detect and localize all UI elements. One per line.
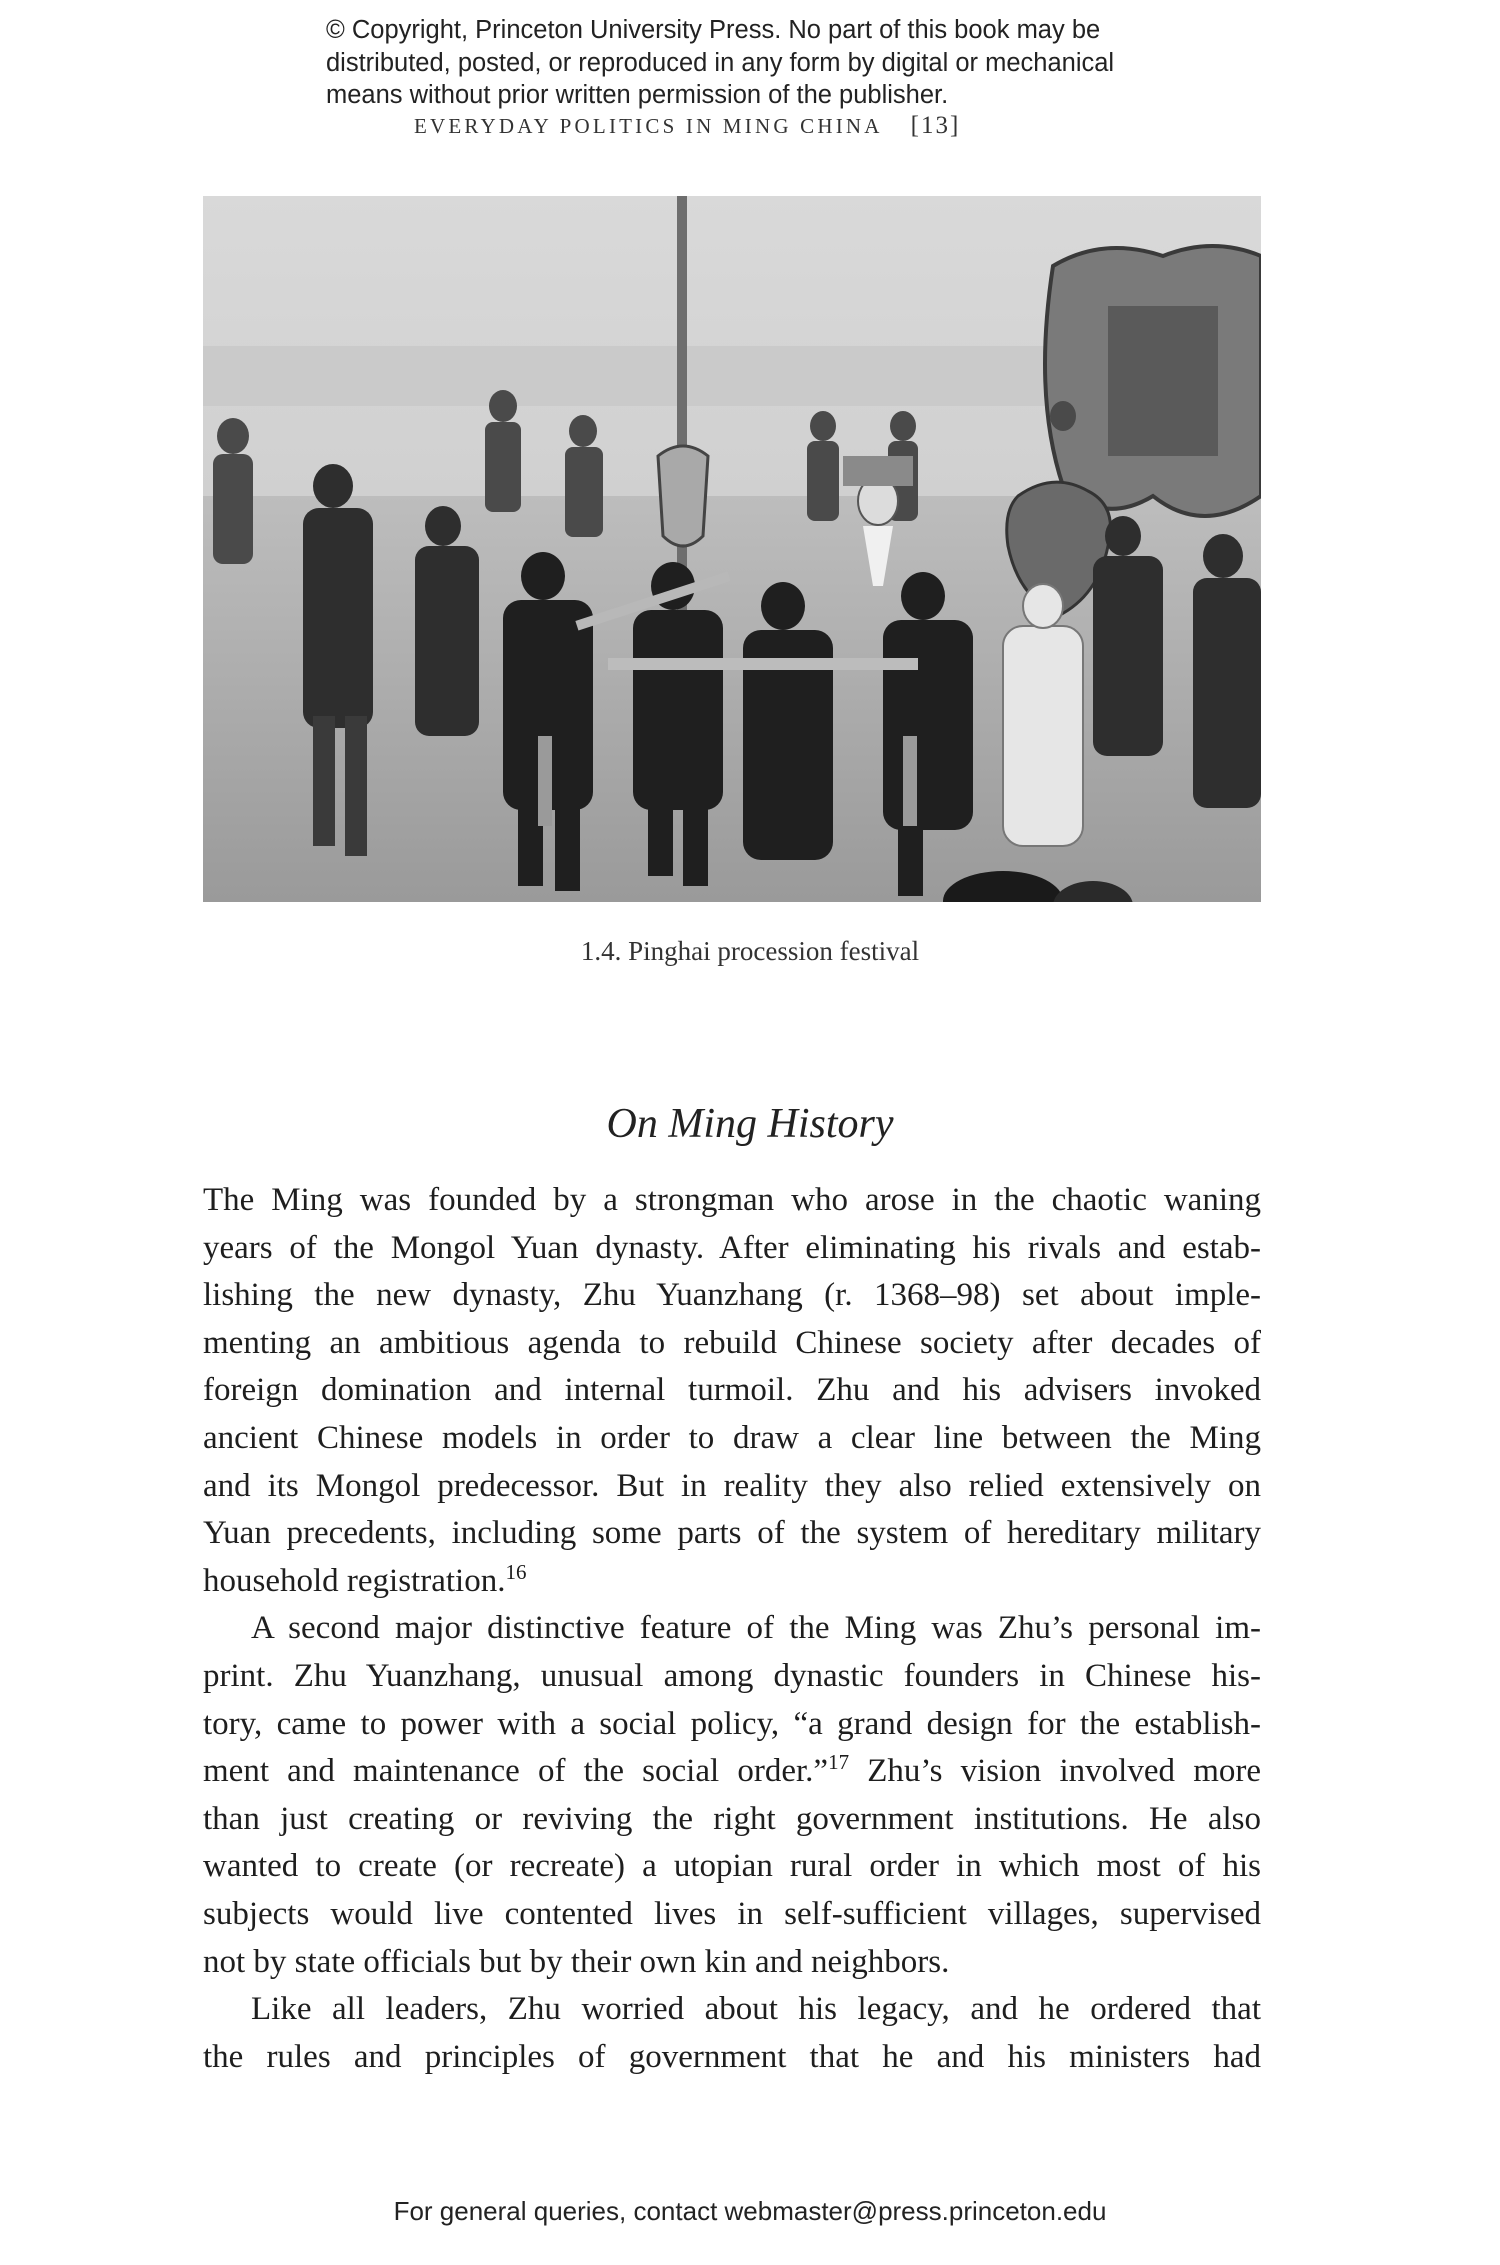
copyright-line: © Copyright, Princeton University Press. No part of this book may be	[326, 16, 1101, 44]
text-line: and its Mongol predecessor. But in reality they also relied extensively on	[203, 1467, 1261, 1504]
text-line: foreign domination and internal turmoil. Zhu and his advisers invoked	[203, 1372, 1261, 1409]
text-line	[203, 1748, 1261, 1796]
line-text: Zhu’s vision involved more	[849, 1753, 1261, 1790]
running-head-title: EVERYDAY POLITICS IN MING CHINA	[414, 114, 883, 138]
page-number: [13]	[910, 112, 961, 139]
text-line: menting an ambitious agenda to rebuild Chinese society after decades of	[203, 1324, 1261, 1361]
section-heading: On Ming History	[606, 1101, 894, 1147]
procession-photo	[203, 196, 1261, 902]
figure-caption: 1.4. Pinghai procession festival	[580, 936, 920, 966]
paragraph	[203, 1986, 1261, 2081]
text-line: Yuan precedents, including some parts of the system of hereditary military	[203, 1515, 1261, 1552]
text-line: than just creating or reviving the right government institutions. He also	[203, 1800, 1261, 1837]
text-line: print. Zhu Yuanzhang, unusual among dynastic founders in Chinese his-	[203, 1657, 1261, 1694]
text-line: ancient Chinese models in order to draw a clear line between the Ming	[203, 1419, 1261, 1456]
text-line	[203, 1558, 1261, 1606]
text-line: subjects would live contented lives in self-sufficient villages, supervised	[203, 1895, 1261, 1932]
text-line: the rules and principles of government that he and his ministers had	[203, 2038, 1261, 2075]
body-text	[203, 1177, 1261, 2081]
text-line: The Ming was founded by a strongman who arose in the chaotic waning	[203, 1182, 1261, 1218]
procession-photo-image	[203, 196, 1261, 902]
footnote-marker[interactable]: 16	[505, 1559, 527, 1584]
copyright-notice	[326, 14, 1226, 112]
running-head	[414, 112, 960, 140]
text-line: tory, came to power with a social policy, “a grand design for the establish-	[203, 1705, 1261, 1742]
copyright-line: distributed, posted, or reproduced in any form by digital or mechanical	[326, 48, 1115, 77]
paragraph	[203, 1605, 1261, 1986]
line-text: household registration.	[203, 1562, 506, 1599]
text-line: Like all leaders, Zhu worried about his legacy, and he ordered that	[251, 1991, 1261, 2028]
text-line: A second major distinctive feature of the Ming was Zhu’s personal im-	[251, 1610, 1261, 1647]
text-line: not by state officials but by their own kin and neighbors.	[203, 1943, 950, 1980]
line-text: ment and maintenance of the social order.”	[203, 1753, 829, 1790]
text-line: years of the Mongol Yuan dynasty. After eliminating his rivals and estab-	[203, 1229, 1261, 1266]
text-line: wanted to create (or recreate) a utopian rural order in which most of his	[203, 1848, 1261, 1885]
paragraph	[203, 1177, 1261, 1605]
copyright-line: means without prior written permission of the publisher.	[326, 81, 949, 109]
footer-contact: For general queries, contact webmaster@press.princeton.edu	[393, 2196, 1107, 2226]
footnote-marker[interactable]: 17	[828, 1750, 850, 1775]
text-line: lishing the new dynasty, Zhu Yuanzhang (r. 1368–98) set about imple-	[203, 1277, 1261, 1314]
